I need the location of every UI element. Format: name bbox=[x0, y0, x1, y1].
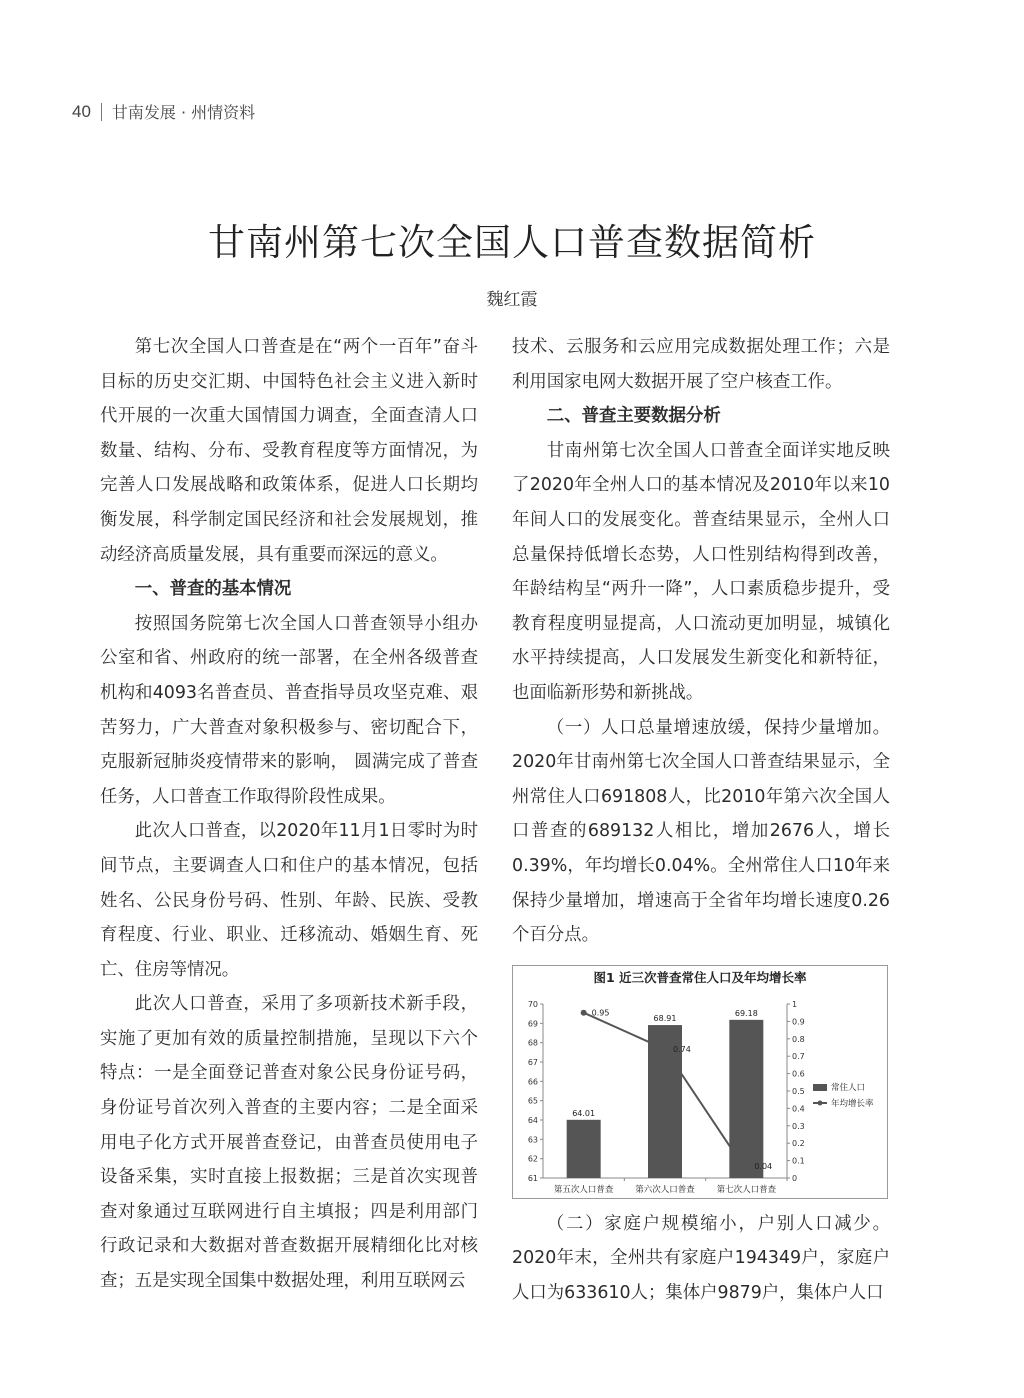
y-tick-label: 69 bbox=[527, 1019, 538, 1029]
line-data-label: 0.04 bbox=[754, 1161, 773, 1171]
page-number: 40 bbox=[72, 101, 91, 121]
paragraph: 甘南州第七次全国人口普查全面详实地反映了2020年全州人口的基本情况及2010年以来10年间人口的发展变化。普查结果显示，全州人口总量保持低增长态势，人口性别结构得到改善，年龄结构呈“两升一降”，人口素质稳步提升，受教育程度明显提高，人口流动更加明显，城镇化水平持续提高，人口发展发生新变化和新特征，也面临新形势和新挑战。 bbox=[512, 440, 890, 703]
y2-tick-label: 0.8 bbox=[792, 1034, 805, 1044]
y-tick-label: 65 bbox=[527, 1096, 538, 1106]
section-heading: 二、普查主要数据分析 bbox=[546, 406, 721, 427]
y2-tick-label: 0.7 bbox=[792, 1051, 805, 1061]
y-tick-label: 64 bbox=[527, 1115, 538, 1125]
bar-data-label: 64.01 bbox=[572, 1108, 596, 1118]
bar-population bbox=[567, 1119, 601, 1177]
publication-name: 甘南发展 · 州情资料 bbox=[111, 103, 256, 122]
growth-rate-point bbox=[662, 1046, 668, 1052]
bar-data-label: 69.18 bbox=[734, 1008, 758, 1018]
article-author: 魏红霞 bbox=[486, 290, 538, 310]
legend-swatch-marker bbox=[818, 1100, 823, 1105]
paragraph: 此次人口普查，以2020年11月1日零时为时间节点，主要调查人口和住户的基本情况，包括姓名、公民身份号码、性别、年龄、民族、受教育程度、行业、职业、迁移流动、婚姻生育、死亡、住房等情况。 bbox=[100, 821, 478, 980]
y2-tick-label: 0.9 bbox=[792, 1017, 805, 1027]
chart-canvas bbox=[513, 966, 887, 1198]
article-title: 甘南州第七次全国人口普查数据简析 bbox=[208, 221, 816, 264]
y2-tick-label: 0.1 bbox=[792, 1156, 805, 1166]
y2-tick-label: 0.4 bbox=[792, 1104, 805, 1114]
x-tick-label: 第七次人口普查 bbox=[716, 1184, 777, 1195]
paragraph: 按照国务院第七次全国人口普查领导小组办公室和省、州政府的统一部署，在全州各级普查机构和4093名普查员、普查指导员攻坚克难、艰苦努力，广大普查对象积极参与、密切配合下，克服新冠肺炎疫情带来的影响， 圆满完成了普查任务，人口普查工作取得阶段性成果。 bbox=[100, 613, 478, 807]
y-tick-label: 62 bbox=[527, 1154, 538, 1164]
y-tick-label: 63 bbox=[527, 1135, 538, 1145]
growth-rate-point bbox=[743, 1168, 749, 1174]
bar-data-label: 68.91 bbox=[653, 1013, 677, 1023]
paragraph: 技术、云服务和云应用完成数据处理工作；六是利用国家电网大数据开展了空户核查工作。 bbox=[512, 337, 890, 392]
section-heading: 一、普查的基本情况 bbox=[134, 579, 292, 600]
line-data-label: 0.95 bbox=[591, 1008, 610, 1018]
x-tick-label: 第五次人口普查 bbox=[553, 1184, 614, 1195]
legend-label: 年均增长率 bbox=[831, 1098, 874, 1109]
y2-tick-label: 0.2 bbox=[792, 1138, 805, 1148]
y-tick-label: 68 bbox=[527, 1038, 538, 1048]
paragraph: （二）家庭户规模缩小，户别人口减少。2020年末，全州共有家庭户194349户，家庭户人口为633610人；集体户9879户，集体户人口 bbox=[512, 1213, 890, 1303]
y-tick-label: 66 bbox=[527, 1077, 538, 1087]
right-column bbox=[512, 330, 890, 1310]
line-data-label: 0.74 bbox=[673, 1044, 691, 1054]
legend-label: 常住人口 bbox=[831, 1082, 866, 1093]
y-tick-label: 70 bbox=[527, 999, 538, 1009]
y-tick-label: 61 bbox=[527, 1173, 538, 1183]
y2-tick-label: 0.3 bbox=[792, 1121, 805, 1131]
page-header bbox=[72, 100, 255, 123]
left-column bbox=[100, 330, 478, 1299]
paragraph: 此次人口普查，采用了多项新技术新手段，实施了更加有效的质量控制措施，呈现以下六个特点：一是全面登记普查对象公民身份证号码，身份证号首次列入普查的主要内容；二是全面采用电子化方式开展普查登记，由普查员使用电子设备采集，实时直接上报数据；三是首次实现普查对象通过互联网进行自主填报；四是利用部门行政记录和大数据对普查数据开展精细化比对核查；五是实现全国集中数据处理，利用互联网云 bbox=[100, 994, 478, 1292]
y2-tick-label: 0.6 bbox=[792, 1069, 805, 1079]
x-tick-label: 第六次人口普查 bbox=[635, 1184, 695, 1195]
chart-title: 图1 近三次普查常住人口及年均增长率 bbox=[593, 969, 807, 985]
population-chart bbox=[512, 965, 888, 1199]
y2-tick-label: 0 bbox=[792, 1173, 798, 1183]
y2-tick-label: 0.5 bbox=[792, 1086, 805, 1096]
growth-rate-point bbox=[581, 1009, 587, 1015]
legend-swatch-bar bbox=[813, 1084, 827, 1091]
header-divider bbox=[101, 103, 102, 121]
paragraph: （一）人口总量增速放缓，保持少量增加。2020年甘南州第七次全国人口普查结果显示，全州常住人口691808人，比2010年第六次全国人口普查的689132人相比，增加2676人，增长0.39%，年均增长0.04%。全州常住人口10年来保持少量增加，增速高于全省年均增长速度0.26个百分点。 bbox=[512, 717, 890, 946]
y2-tick-label: 1 bbox=[792, 999, 798, 1009]
paragraph: 第七次全国人口普查是在“两个一百年”奋斗目标的历史交汇期、中国特色社会主义进入新时代开展的一次重大国情国力调查，全面查清人口数量、结构、分布、受教育程度等方面情况，为完善人口发展战略和政策体系，促进人口长期均衡发展，科学制定国民经济和社会发展规划，推动经济高质量发展，具有重要而深远的意义。 bbox=[100, 337, 478, 565]
y-tick-label: 67 bbox=[527, 1057, 538, 1067]
